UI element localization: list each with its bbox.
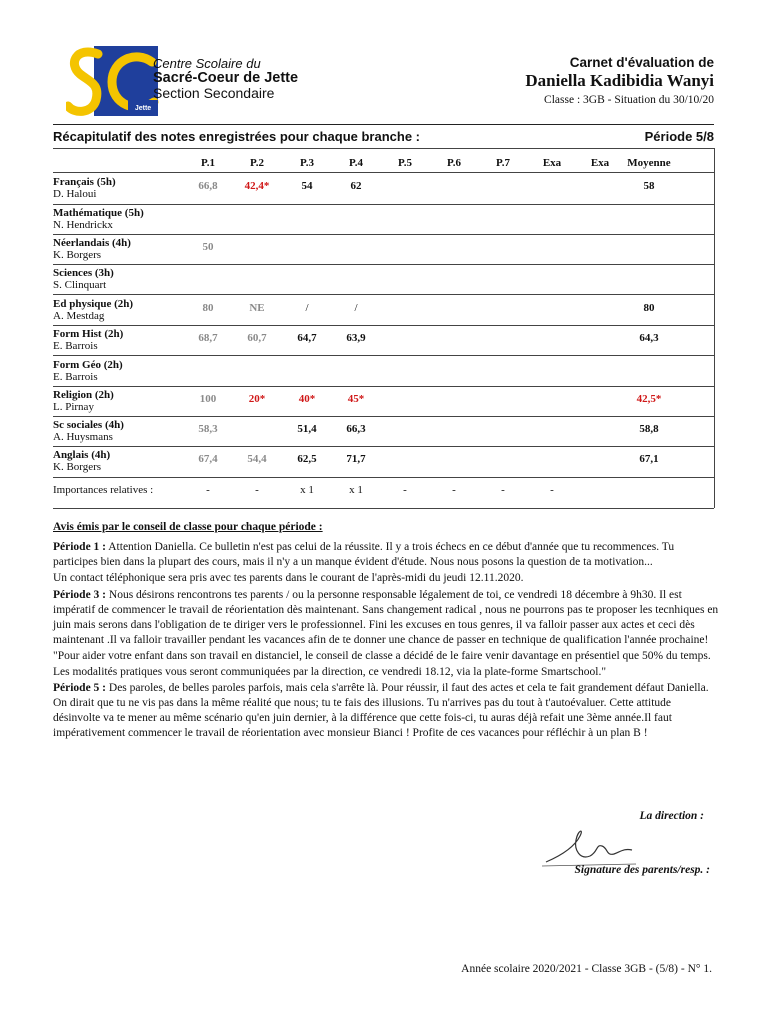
class-info: Classe : 3GB - Situation du 30/10/20 bbox=[544, 94, 714, 106]
comment-period-5-label: Période 5 : bbox=[53, 681, 107, 694]
col-header-p6: P.6 bbox=[447, 157, 461, 169]
grade-p1: 67,4 bbox=[198, 453, 218, 465]
school-line-3: Section Secondaire bbox=[153, 85, 275, 101]
header-divider bbox=[53, 124, 714, 125]
importance-p3: x 1 bbox=[300, 484, 314, 496]
subject-name: Form Hist (2h) bbox=[53, 328, 124, 340]
teacher-name: K. Borgers bbox=[53, 249, 102, 261]
school-logo bbox=[66, 44, 160, 122]
report-title: Carnet d'évaluation de bbox=[569, 55, 714, 70]
importance-p4: x 1 bbox=[349, 484, 363, 496]
teacher-name: S. Clinquart bbox=[53, 279, 107, 291]
grade-average: 58,8 bbox=[639, 423, 659, 435]
grade-row bbox=[53, 235, 714, 265]
teacher-name: L. Pirnay bbox=[53, 401, 94, 413]
period-label: Période 5/8 bbox=[644, 129, 714, 144]
grade-p4: / bbox=[354, 302, 358, 314]
teacher-name: D. Haloui bbox=[53, 188, 97, 200]
grade-row bbox=[53, 265, 714, 295]
subject-name: Sciences (3h) bbox=[53, 267, 114, 279]
grade-row bbox=[53, 326, 714, 356]
grade-p2: 60,7 bbox=[247, 332, 267, 344]
grade-row bbox=[53, 174, 714, 204]
subject-name: Religion (2h) bbox=[53, 389, 114, 401]
subject-name: Anglais (4h) bbox=[53, 449, 111, 461]
col-header-exa2: Exa bbox=[590, 157, 610, 169]
comment-period-3-text: Nous désirons rencontrons tes parents / ou la personne responsable légalement de toi, ce vendredi 18 décembre à 9h30. Il est impératif de commencer le travail de réorientation dès maintenant. Sans changement radical , nous ne pourrons pas te proposer les tecnhiques en juin mais serons dans l'obligation de te diriger vers le professionnel. Fini les excuses en tous genres, il va falloir passer aux actes et ceci dès maintenant .Il va falloir travailler pendant les vacances afin de te donner une chance de passer en technique de qualification l'année prochaine! bbox=[53, 588, 719, 647]
grade-row bbox=[53, 447, 714, 477]
grade-p4: 71,7 bbox=[346, 453, 366, 465]
col-header-p1: P.1 bbox=[201, 157, 215, 169]
col-header-p2: P.2 bbox=[250, 157, 264, 169]
grade-p4: 63,9 bbox=[346, 332, 366, 344]
grade-p1: 58,3 bbox=[198, 423, 218, 435]
table-header-rule bbox=[53, 172, 714, 173]
school-line-2: Sacré-Coeur de Jette bbox=[153, 70, 299, 86]
importance-p7: - bbox=[501, 484, 505, 496]
subject-name: Sc sociales (4h) bbox=[53, 419, 124, 431]
grade-row bbox=[53, 387, 714, 417]
comment-period-3 bbox=[53, 588, 719, 649]
importances-label: Importances relatives : bbox=[53, 484, 154, 496]
row-divider bbox=[53, 355, 714, 356]
grade-p4: 66,3 bbox=[346, 423, 366, 435]
grade-p3: 54 bbox=[301, 180, 313, 192]
table-top-rule bbox=[53, 148, 714, 149]
grade-average: 64,3 bbox=[639, 332, 659, 344]
teacher-name: N. Hendrickx bbox=[53, 219, 113, 231]
council-comments bbox=[53, 540, 719, 743]
comment-period-1-text: Attention Daniella. Ce bulletin n'est pas celui de la réussite. Il y a trois échecs en ce début d'année que tu recommences. Tu participes bien dans la plupart des cours, mais il n'y a un manque évident d'étude. Nous nous posons la question de ta motivation... bbox=[53, 541, 675, 569]
subject-name: Ed physique (2h) bbox=[53, 298, 134, 310]
grade-row bbox=[53, 205, 714, 235]
comment-period-1-label: Période 1 : bbox=[53, 541, 107, 553]
comment-period-5-text: Des paroles, de belles paroles parfois, mais cela s'arrête là. Pour réussir, il faut des actes et cela te fait grandement défaut Daniella. On dirait que tu ne vis pas dans la même réalité que nous; tu te fais des illusions. Tu n'arrives pas du tout à t'autoévaluer. Cette attitude désinvolte va te mener au même scénario qu'en juin dernier, à la différence que cette fois-ci, tu auras déjà refait une 3ème année.Il faut impérativement commencer le travail de réorientation avec monsieur Bianci ! Profite de ces vacances pour réfléchir à un plan B ! bbox=[53, 681, 709, 740]
logo-badge-text: Jette bbox=[134, 105, 152, 112]
grade-p1: 50 bbox=[202, 241, 214, 253]
report-header bbox=[525, 55, 714, 106]
comment-period-1 bbox=[53, 540, 719, 570]
teacher-name: K. Borgers bbox=[53, 461, 102, 473]
grade-p2: 42,4* bbox=[244, 180, 270, 192]
school-name bbox=[153, 56, 298, 101]
grade-p3: 51,4 bbox=[297, 423, 317, 435]
grade-average: 80 bbox=[643, 302, 655, 314]
grade-p3: / bbox=[305, 302, 309, 314]
row-divider bbox=[53, 477, 714, 478]
importance-p1: - bbox=[206, 484, 210, 496]
grade-p1: 68,7 bbox=[198, 332, 218, 344]
grade-row bbox=[53, 296, 714, 326]
importance-p2: - bbox=[255, 484, 259, 496]
teacher-name: E. Barrois bbox=[53, 371, 98, 383]
importance-p5: - bbox=[403, 484, 407, 496]
grade-p4: 62 bbox=[350, 180, 362, 192]
grade-p3: 64,7 bbox=[297, 332, 317, 344]
council-heading: Avis émis par le conseil de classe pour chaque période : bbox=[53, 521, 323, 533]
comment-period-5 bbox=[53, 681, 719, 742]
grade-row bbox=[53, 357, 714, 387]
grade-p3: 40* bbox=[298, 393, 316, 405]
grade-p1: 66,8 bbox=[198, 180, 218, 192]
table-bottom-rule bbox=[53, 508, 714, 509]
student-name: Daniella Kadibidia Wanyi bbox=[525, 71, 714, 90]
teacher-name: A. Mestdag bbox=[53, 310, 105, 322]
teacher-name: E. Barrois bbox=[53, 340, 98, 352]
col-header-p7: P.7 bbox=[496, 157, 510, 169]
comment-period-3-label: Période 3 : bbox=[53, 588, 107, 601]
grade-p3: 62,5 bbox=[297, 453, 317, 465]
teacher-name: A. Huysmans bbox=[53, 431, 113, 443]
summary-title: Récapitulatif des notes enregistrées pour chaque branche : bbox=[53, 129, 420, 144]
grade-p1: 100 bbox=[199, 393, 217, 405]
grade-p2: NE bbox=[249, 302, 265, 314]
comment-period-1-contact: Un contact téléphonique sera pris avec tes parents dans le courant de l'après-midi du jeudi 12.11.2020. bbox=[53, 572, 524, 585]
table-right-border bbox=[714, 148, 715, 508]
grade-p4: 45* bbox=[347, 393, 365, 405]
footer-text: Année scolaire 2020/2021 - Classe 3GB - (5/8) - N° 1. bbox=[461, 963, 712, 975]
grade-p2: 20* bbox=[248, 393, 266, 405]
col-header-p4: P.4 bbox=[349, 157, 363, 169]
subject-name: Néerlandais (4h) bbox=[53, 237, 131, 249]
importance-exa: - bbox=[550, 484, 554, 496]
subject-name: Form Géo (2h) bbox=[53, 359, 123, 371]
direction-label: La direction : bbox=[639, 810, 704, 822]
importance-p6: - bbox=[452, 484, 456, 496]
grade-p2: 54,4 bbox=[247, 453, 267, 465]
school-line-1: Centre Scolaire du bbox=[153, 56, 261, 71]
grade-average: 42,5* bbox=[636, 393, 662, 405]
grade-p1: 80 bbox=[202, 302, 214, 314]
row-divider bbox=[53, 294, 714, 295]
parents-signature-label: Signature des parents/resp. : bbox=[574, 864, 710, 876]
col-header-p3: P.3 bbox=[300, 157, 314, 169]
col-header-exa1: Exa bbox=[542, 157, 562, 169]
col-header-moyenne: Moyenne bbox=[627, 157, 671, 169]
comment-period-3-quote: "Pour aider votre enfant dans son travail en distanciel, le conseil de classe a décidé de le faire venir davantage en présentiel que 50% du temps. Les modalités pratiques vous seront communiquées par la direction, ce vendredi 18.12, via la plate-forme Smartschool." bbox=[53, 650, 711, 678]
col-header-p5: P.5 bbox=[398, 157, 412, 169]
grade-average: 58 bbox=[643, 180, 655, 192]
subject-name: Mathématique (5h) bbox=[53, 207, 144, 219]
subject-name: Français (5h) bbox=[53, 176, 116, 188]
grade-average: 67,1 bbox=[639, 453, 659, 465]
grade-row bbox=[53, 417, 714, 447]
